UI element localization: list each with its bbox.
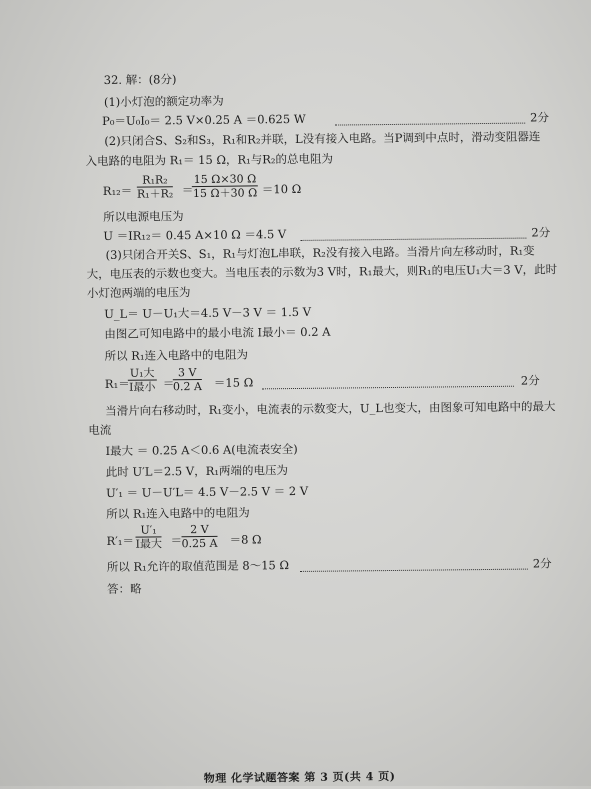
eq-r1-lhs: R₁＝ — [104, 376, 130, 391]
eq-equals: ＝ — [162, 376, 175, 391]
problem-header: 32. 解：(8分) — [103, 72, 177, 87]
fraction-r1r2 — [137, 173, 174, 200]
eq-r1prime-lhs: R′₁＝ — [106, 533, 135, 548]
part2-score: 2分 — [531, 225, 551, 240]
eq-r12-lhs: R₁₂＝ — [102, 183, 133, 199]
part3-text-2: 大，电压表的示数也变大。当电压表的示数为3 V时，R₁最大，则R₁的电压U₁大＝3 V，此时 — [86, 262, 558, 282]
answer-omitted: 答：略 — [106, 581, 142, 596]
part3-formula-2: I最大 ＝ 0.25 A＜0.6 A(电流表安全) — [105, 441, 298, 458]
dotted-leader — [335, 123, 525, 126]
part3-text-6: 当滑片向右移动时，R₁变小，电流表的示数变大，U_L也变大，由图象可知电路中的最大 — [105, 399, 556, 418]
fraction-denominator: I最大 — [135, 537, 163, 551]
fraction-numerator: R₁R₂ — [137, 173, 174, 187]
fraction-r1prime-symbolic — [135, 523, 162, 550]
fraction-denominator: 0.2 A — [172, 379, 202, 394]
fraction-numerator: 15 Ω×30 Ω — [192, 172, 259, 187]
part3-text-1: (3)只闭合开关S、S₁，R₁与灯泡L串联，R₂没有接入电路。当滑片向左移动时，R₁变 — [105, 243, 535, 262]
part3-score-2: 2分 — [532, 556, 552, 571]
eq-r12-rhs: ＝10 Ω — [261, 181, 302, 197]
part3-text-7: 电流 — [88, 422, 112, 438]
page-footer: 物理 化学试题答案 第 3 页(共 4 页) — [203, 769, 396, 785]
fraction-denominator: I最小 — [129, 380, 156, 394]
part2-formula-2: U ＝IR₁₂＝ 0.45 A×10 Ω ＝4.5 V — [103, 227, 287, 244]
eq-equals: ＝ — [170, 533, 183, 548]
part3-text-5: 所以 R₁连入电路中的电阻为 — [104, 347, 249, 363]
fraction-numerator: 2 V — [181, 523, 217, 537]
part2-text-2: 入电路的电阻为 R₁＝ 15 Ω，R₁与R₂的总电阻为 — [85, 151, 334, 169]
fraction-numerator: U₁大 — [128, 366, 157, 380]
fraction-values — [192, 172, 259, 200]
part1-intro: (1)小灯泡的额定功率为 — [103, 93, 224, 109]
part3-formula-3: U′₁ ＝ U－U′L＝ 4.5 V－2.5 V ＝ 2 V — [105, 483, 309, 500]
fraction-denominator: 15 Ω＋30 Ω — [192, 186, 258, 201]
dotted-leader — [300, 569, 528, 572]
fraction-r1-symbolic — [128, 366, 157, 393]
fraction-denominator: 0.25 A — [181, 536, 218, 551]
fraction-r1-values — [173, 366, 202, 393]
part3-score-1: 2分 — [520, 373, 540, 388]
fraction-numerator: U′₁ — [135, 523, 162, 537]
part1-formula: P₀＝U₀I₀＝ 2.5 V×0.25 A ＝0.625 W — [102, 111, 306, 129]
part3-text-9: 所以 R₁连入电路中的电阻为 — [106, 505, 250, 521]
dotted-leader — [300, 238, 526, 241]
part3-text-3: 小灯泡两端的电压为 — [86, 285, 191, 301]
part3-text-10: 所以 R₁允许的取值范围是 8～15 Ω — [106, 558, 290, 574]
fraction-numerator: 3 V — [173, 366, 202, 380]
eq-r1prime-rhs: ＝8 Ω — [229, 532, 262, 547]
eq-r1-rhs: ＝15 Ω — [213, 375, 254, 390]
eq-equals: ＝ — [181, 183, 194, 198]
part3-text-8: 此时 U′L＝2.5 V，R₁两端的电压为 — [105, 463, 289, 479]
fraction-r1prime-values — [181, 523, 217, 550]
part3-text-4: 由图乙可知电路中的最小电流 I最小＝ 0.2 A — [104, 324, 331, 341]
part1-score: 2分 — [530, 110, 550, 125]
dotted-leader — [262, 386, 514, 390]
part2-text-3: 所以电源电压为 — [103, 209, 184, 225]
part2-text-1: (2)只闭合S、S₂和S₃，R₁和R₂并联，L没有接入电路。当P调到中点时，滑动变阻器连 — [104, 129, 541, 148]
fraction-denominator: R₁＋R₂ — [136, 187, 174, 201]
part3-formula-1: U_L＝ U－U₁大＝4.5 V－3 V ＝ 1.5 V — [104, 304, 312, 321]
